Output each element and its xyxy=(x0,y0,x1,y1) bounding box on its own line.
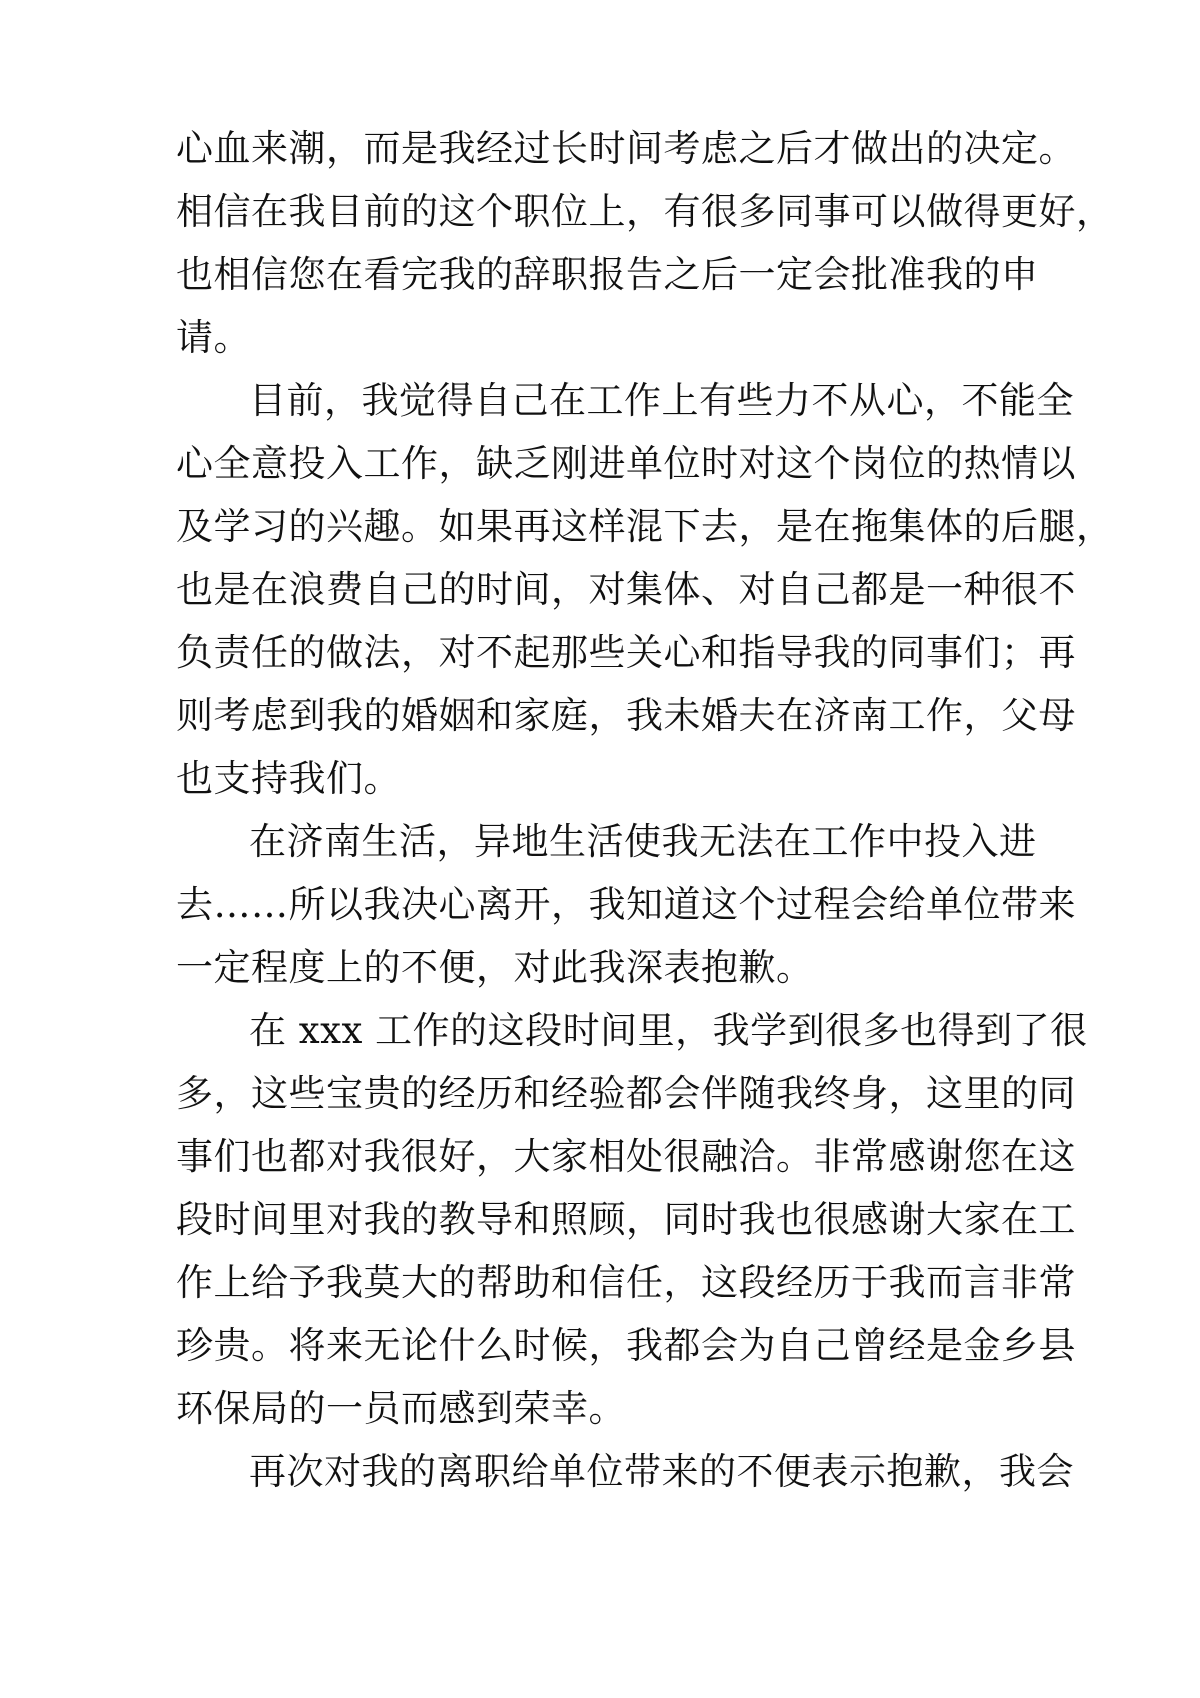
paragraph xyxy=(176,999,1088,1440)
text-line: 珍贵。将来无论什么时候，我都会为自己曾经是金乡县 xyxy=(176,1324,1076,1367)
text-line: 也相信您在看完我的辞职报告之后一定会批准我的申 xyxy=(176,253,1039,296)
text-line: 心血来潮，而是我经过长时间考虑之后才做出的决定。 xyxy=(176,127,1076,170)
text-line: 一定程度上的不便，对此我深表抱歉。 xyxy=(176,946,814,989)
text-line: 心全意投入工作，缺乏刚进单位时对这个岗位的热情以 xyxy=(176,442,1076,485)
text-line: 负责任的做法，对不起那些关心和指导我的同事们；再 xyxy=(176,631,1076,674)
text-line: 事们也都对我很好，大家相处很融洽。非常感谢您在这 xyxy=(176,1135,1076,1178)
text-line: 再次对我的离职给单位带来的不便表示抱歉，我会 xyxy=(249,1450,1074,1493)
text-line: 则考虑到我的婚姻和家庭，我未婚夫在济南工作，父母 xyxy=(176,694,1076,737)
paragraph xyxy=(176,117,1114,369)
text-line: 去……所以我决心离开，我知道这个过程会给单位带来 xyxy=(176,883,1076,926)
text-line: 在 xxx 工作的这段时间里，我学到很多也得到了很 xyxy=(249,1009,1088,1052)
paragraph xyxy=(176,369,1114,810)
text-line: 环保局的一员而感到荣幸。 xyxy=(176,1387,626,1430)
text-line: 也支持我们。 xyxy=(176,757,401,800)
text-line: 及学习的兴趣。如果再这样混下去，是在拖集体的后腿， xyxy=(176,505,1114,548)
document-body xyxy=(176,117,1114,1503)
text-line: 在济南生活，异地生活使我无法在工作中投入进 xyxy=(249,820,1037,863)
text-line: 目前，我觉得自己在工作上有些力不从心，不能全 xyxy=(249,379,1074,422)
text-line: 段时间里对我的教导和照顾，同时我也很感谢大家在工 xyxy=(176,1198,1076,1241)
text-line: 请。 xyxy=(176,316,251,359)
text-line: 也是在浪费自己的时间，对集体、对自己都是一种很不 xyxy=(176,568,1076,611)
paragraph xyxy=(176,810,1076,999)
text-line: 相信在我目前的这个职位上，有很多同事可以做得更好， xyxy=(176,190,1114,233)
text-line: 多，这些宝贵的经历和经验都会伴随我终身，这里的同 xyxy=(176,1072,1076,1115)
paragraph xyxy=(176,1440,1074,1503)
text-line: 作上给予我莫大的帮助和信任，这段经历于我而言非常 xyxy=(176,1261,1076,1304)
